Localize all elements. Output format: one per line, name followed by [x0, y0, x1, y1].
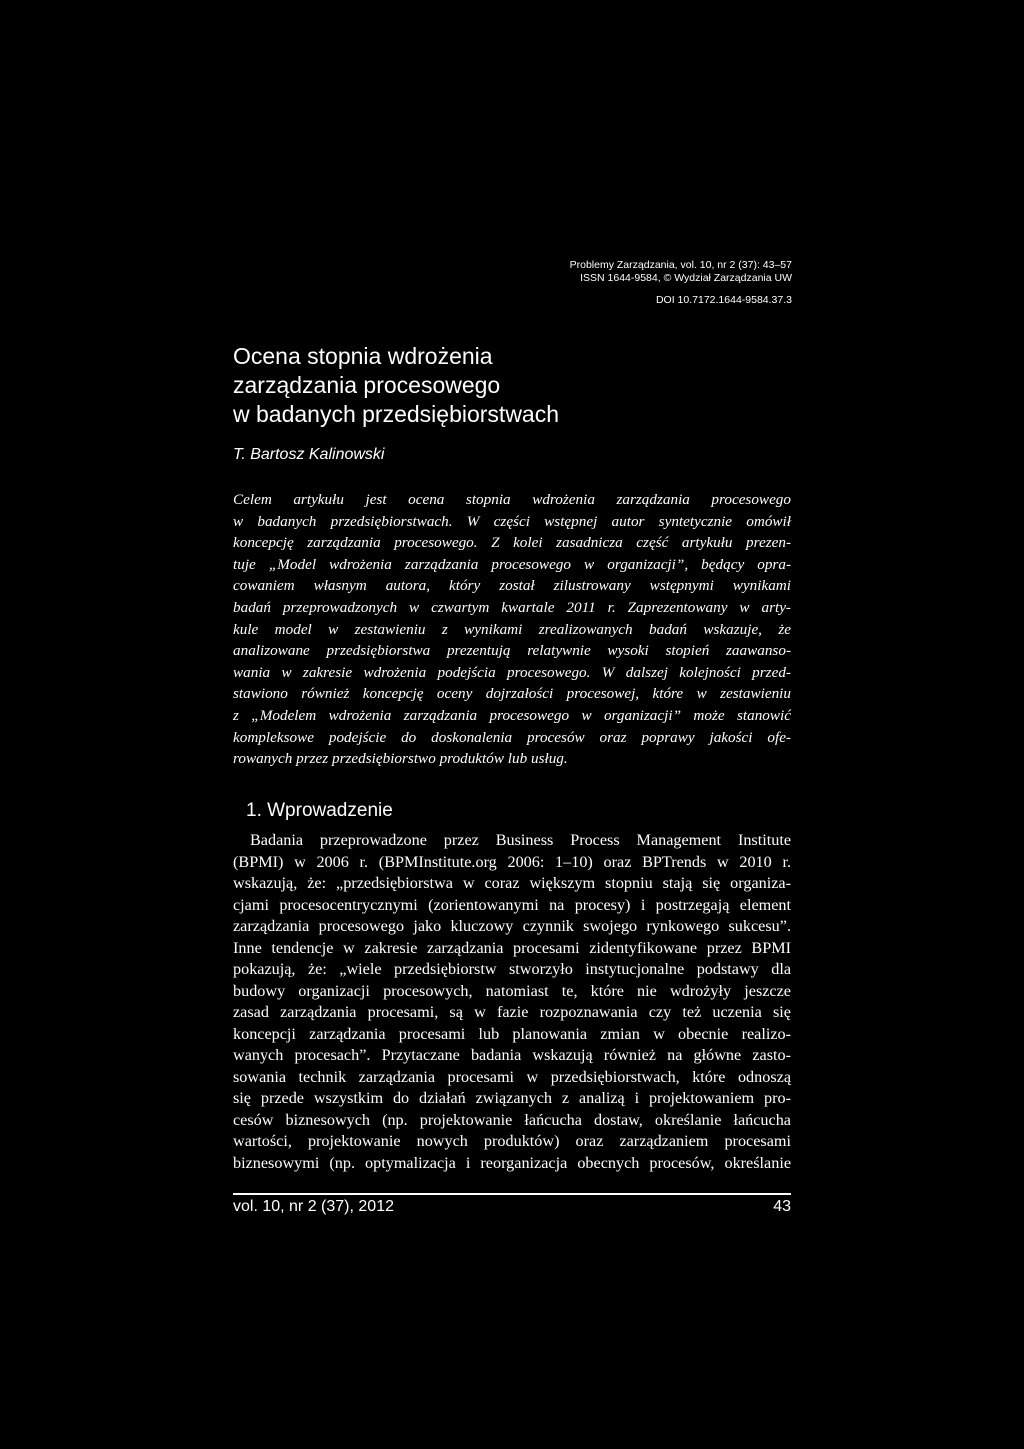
footer-volume: vol. 10, nr 2 (37), 2012 — [233, 1198, 394, 1215]
abstract-line: rowanych przez przedsiębiorstwo produktów lub usług. — [233, 750, 568, 768]
body-line: cesów biznesowych (np. projektowanie łańcucha dostaw, określanie łańcucha — [233, 1110, 791, 1129]
body-line: wartości, projektowanie nowych produktów) oraz zarządzaniem procesami — [233, 1132, 791, 1150]
abstract-line: tuje „Model wdrożenia zarządzania procesowego w organizacji”, będący opra- — [233, 555, 791, 573]
body-line: biznesowymi (np. optymalizacja i reorganizacja obecnych procesów, określanie — [233, 1153, 791, 1172]
footer-rule — [233, 1193, 791, 1195]
abstract — [233, 489, 791, 770]
issn-line: ISSN 1644-9584, © Wydział Zarządzania UW — [580, 272, 792, 284]
body-line: koncepcji zarządzania procesami lub planowania zmian w obecnie realizo- — [233, 1024, 791, 1043]
body-line: cjami procesocentrycznymi (zorientowanymi na procesy) i postrzegają element — [233, 895, 791, 914]
body-line: Inne tendencje w zakresie zarządzania procesami zidentyfikowane przez BPMI — [233, 938, 791, 957]
journal-metadata — [392, 259, 792, 285]
abstract-line: cowaniem własnym autora, który został zilustrowany wstępnymi wynikami — [233, 577, 791, 595]
body-line: budowy organizacji procesowych, natomiast te, które nie wdrożyły jeszcze — [233, 981, 791, 1000]
title-line: w badanych przedsiębiorstwach — [233, 401, 560, 427]
body-line: Badania przeprowadzone przez Business Process Management Institute — [250, 831, 791, 849]
abstract-line: z „Modelem wdrożenia zarządzania procesowego w organizacji” może stanowić — [233, 706, 791, 724]
abstract-line: w badanych przedsiębiorstwach. W części wstępnej autor syntetycznie omówił — [233, 512, 791, 530]
author-name: T. Bartosz Kalinowski — [233, 446, 385, 463]
body-line: sowania technik zarządzania procesami w przedsiębiorstwach, które odnoszą — [233, 1067, 791, 1086]
doi-block — [392, 294, 792, 307]
body-text — [233, 830, 791, 1174]
body-line: wanych procesach”. Przytaczane badania wskazują również na główne zasto- — [233, 1046, 791, 1064]
abstract-line: kompleksowe podejście do doskonalenia procesów oraz poprawy jakości ofe- — [233, 728, 791, 746]
doi-line: DOI 10.7172.1644-9584.37.3 — [655, 294, 792, 306]
section-heading: 1. Wprowadzenie — [246, 800, 393, 821]
abstract-line: wania w zakresie wdrożenia podejścia procesowego. W dalszej kolejności przed- — [233, 663, 791, 681]
article-title — [233, 342, 793, 429]
body-line: zarządzania procesowego jako kluczowy czynnik swojego rynkowego sukcesu”. — [233, 917, 791, 935]
abstract-line: analizowane przedsiębiorstwa prezentują relatywnie wysoki stopień zaawanso- — [233, 642, 791, 660]
abstract-line: stawiono również koncepcję oceny dojrzałości procesowej, które w zestawieniu — [233, 685, 791, 703]
body-line: zasad zarządzania procesami, są w fazie rozpoznawania czy też uczenia się — [233, 1003, 791, 1021]
abstract-line: koncepcję zarządzania procesowego. Z kolei zasadnicza część artykułu prezen- — [233, 534, 791, 552]
body-line: pokazują, że: „wiele przedsiębiorstw stworzyło instytucjonalne podstawy dla — [233, 960, 791, 978]
abstract-line: kule model w zestawieniu z wynikami zrealizowanych badań wskazuje, że — [233, 620, 791, 638]
title-line: zarządzania procesowego — [233, 372, 501, 398]
journal-line: Problemy Zarządzania, vol. 10, nr 2 (37): 43–57 — [569, 259, 792, 271]
abstract-line: badań przeprowadzonych w czwartym kwartale 2011 r. Zaprezentowany w arty- — [233, 598, 791, 616]
abstract-line: Celem artykułu jest ocena stopnia wdrożenia zarządzania procesowego — [233, 491, 791, 508]
page-number: 43 — [773, 1198, 791, 1215]
body-line: (BPMI) w 2006 r. (BPMInstitute.org 2006: 1–10) oraz BPTrends w 2010 r. — [233, 852, 791, 871]
title-line: Ocena stopnia wdrożenia — [233, 343, 493, 369]
body-line: się przede wszystkim do działań związanych z analizą i projektowaniem pro- — [233, 1089, 791, 1107]
body-line: wskazują, że: „przedsiębiorstwa w coraz większym stopniu stają się organiza- — [233, 874, 791, 892]
